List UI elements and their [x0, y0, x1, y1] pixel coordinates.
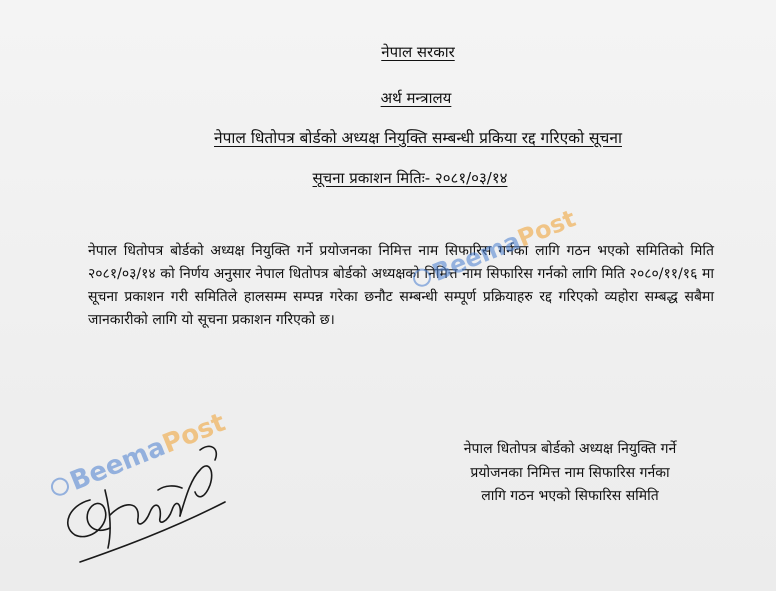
signoff-line-3: लागि गठन भएको सिफारिस समिति — [481, 488, 659, 504]
signoff-line-2: प्रयोजनका निमित्त नाम सिफारिस गर्नका — [470, 464, 670, 481]
notice-subject — [30, 128, 776, 148]
watermark-brand-part2: Post — [158, 407, 230, 460]
notice-subject-text: नेपाल धितोपत्र बोर्डको अध्यक्ष नियुक्ति सम्बन्धी प्रकिया रद्द गरिएको सूचना — [214, 129, 622, 147]
publication-date — [22, 168, 776, 188]
committee-signoff — [420, 438, 720, 509]
watermark-brand-part1: Beema — [65, 431, 170, 498]
watermark-brand-part1: Beema — [428, 226, 525, 288]
ministry-heading-text: अर्थ मन्त्रालय — [380, 89, 452, 107]
ministry-heading — [28, 88, 776, 108]
signoff-line-1: नेपाल धितोपत्र बोर्डको अध्यक्ष नियुक्ति गर्ने — [463, 441, 677, 457]
notice-body: नेपाल धितोपत्र बोर्डको अध्यक्ष नियुक्ति गर्ने प्रयोजनका निमित्त नाम सिफारिस गर्नका लागि गठन भएको समितिको मिति २०८१/०३/१४ को निर्णय अनुसार नेपाल धितोपत्र बोर्डको अध्यक्षको निमित्त नाम सिफारिस गर्नको लागि मिति २०८०/११/१६ मा सूचना प्रकाशन गरी समितिले हालसम्म सम्पन्न गरेका छनौट सम्बन्धी सम्पूर्ण प्रक्रियाहरु रद्द गरिएको व्यहोरा सम्बद्ध सबैमा जानकारीको लागि यो सूचना प्रकाशन गरिएको छ। — [88, 243, 714, 328]
government-heading — [30, 42, 776, 62]
watermark-brand-part2: Post — [513, 204, 580, 253]
government-heading-text: नेपाल सरकार — [381, 43, 455, 61]
publication-date-text: सूचना प्रकाशन मितिः- २०८१/०३/१४ — [312, 169, 508, 187]
